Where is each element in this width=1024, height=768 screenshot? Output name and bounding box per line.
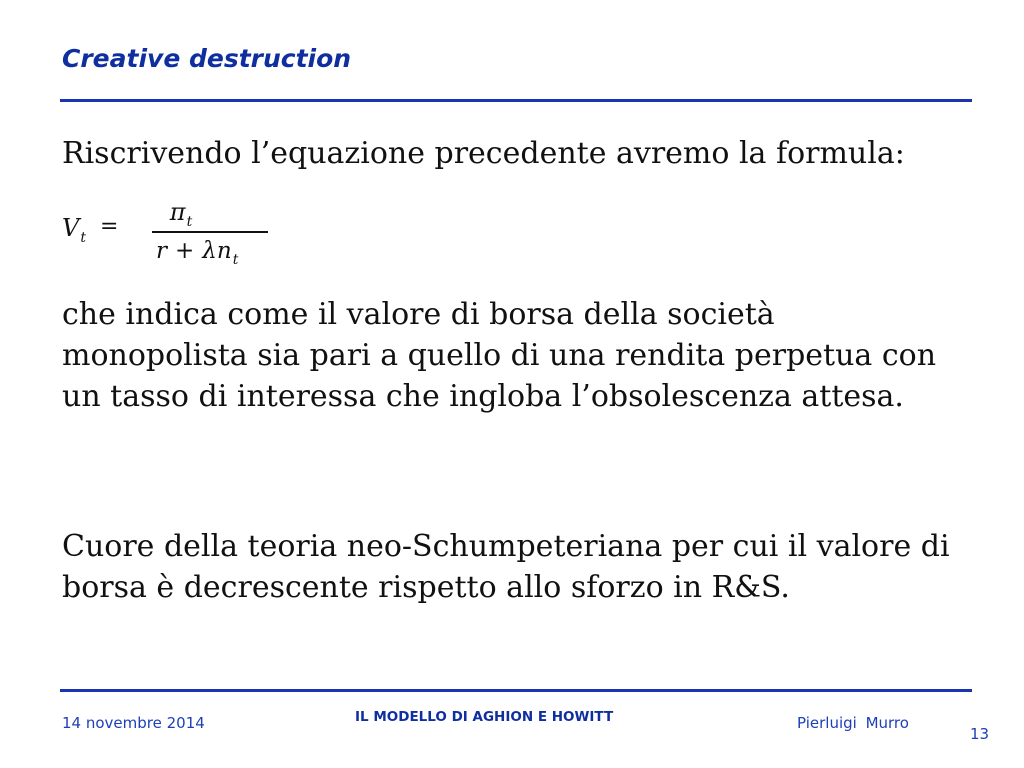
- footer-divider: [60, 689, 972, 692]
- formula-equals: =: [100, 214, 119, 239]
- formula-lhs-symbol: V: [62, 214, 80, 242]
- formula-denominator: [156, 238, 239, 268]
- formula-den-lambda: λ: [202, 238, 217, 264]
- formula: [60, 198, 239, 278]
- formula-den-subscript: t: [232, 252, 239, 268]
- page-number: 13: [970, 725, 990, 743]
- explanation-paragraph: che indica come il valore di borsa della società monopolista sia pari a quello di una rendita perpetua con un tasso di interessa che ingloba l’obsolescenza attesa.: [62, 297, 937, 414]
- theory-paragraph: Cuore della teoria neo-Schumpeteriana per cui il valore di borsa è decrescente rispetto allo sforzo in R&S.: [62, 529, 950, 605]
- intro-text: Riscrivendo l’equazione precedente avremo la formula:: [62, 136, 905, 171]
- footer-title: IL MODELLO DI AGHION E HOWITT: [355, 709, 614, 725]
- formula-den-n: n: [216, 238, 232, 264]
- formula-den-r: r: [156, 238, 167, 264]
- formula-numerator-symbol: π: [169, 198, 186, 226]
- formula-numerator: [156, 198, 206, 230]
- footer-author: Pierluigi Murro: [797, 714, 909, 732]
- formula-fraction-bar: [152, 231, 268, 233]
- title-divider: [60, 99, 972, 102]
- slide-title: Creative destruction: [62, 44, 352, 73]
- formula-den-plus: +: [175, 238, 195, 264]
- formula-lhs: [62, 214, 86, 246]
- formula-numerator-subscript: t: [186, 214, 193, 230]
- footer-date: 14 novembre 2014: [62, 714, 205, 732]
- formula-lhs-subscript: t: [80, 230, 86, 246]
